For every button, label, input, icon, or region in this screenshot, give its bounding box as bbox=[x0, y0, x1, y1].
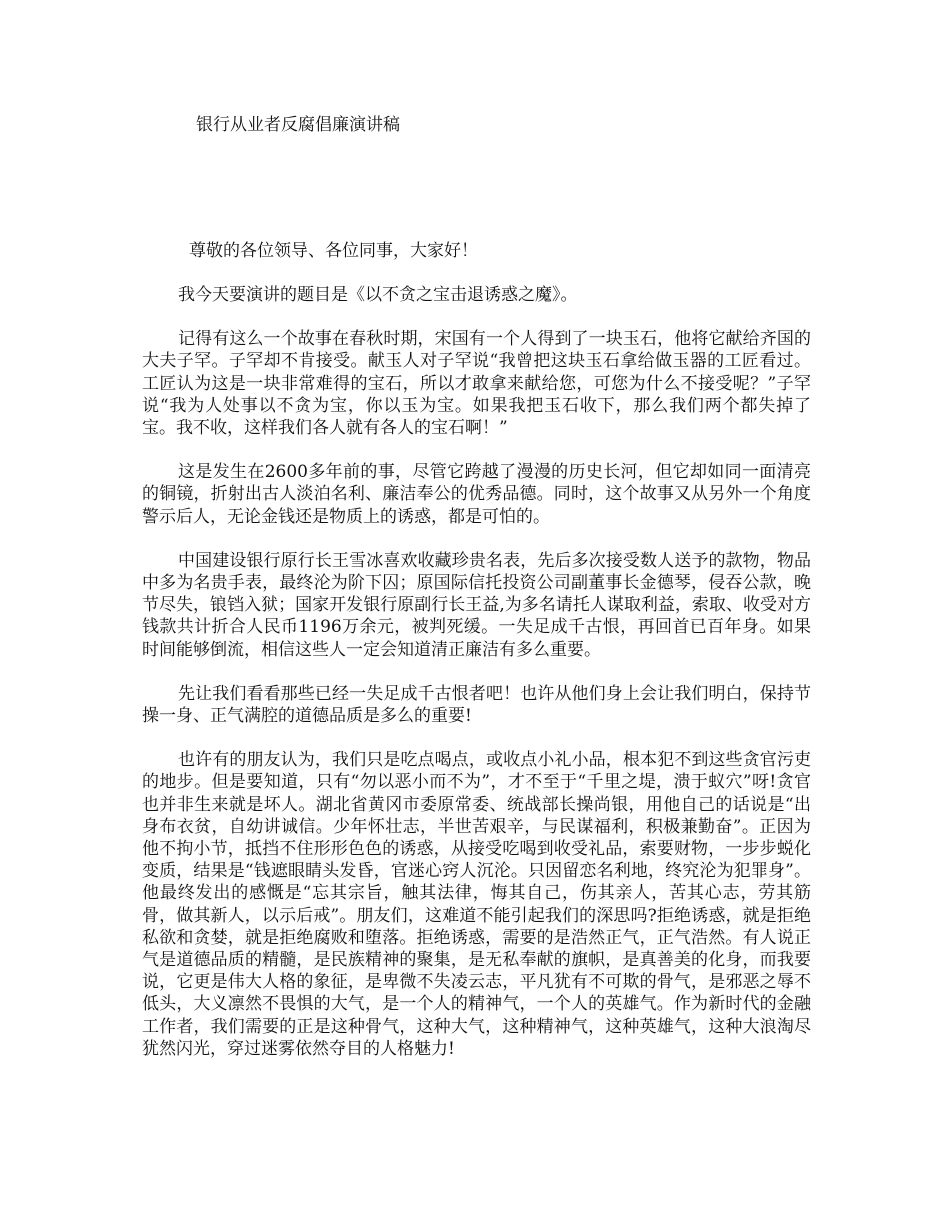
document-title: 银行从业者反腐倡廉演讲稿 bbox=[196, 115, 400, 135]
paragraph-lesson: 这是发生在2600多年前的事，尽管它跨越了漫漫的历史长河，但它却如同一面清亮的铜镜，折射出古人淡泊名利、廉洁奉公的优秀品德。同时，这个故事又从另外一个角度警示后人，无论金钱还是物质上的诱惑，都是可怕的。 bbox=[142, 462, 811, 527]
greeting: 尊敬的各位领导、各位同事，大家好！ bbox=[189, 241, 478, 261]
paragraph-story: 记得有这么一个故事在春秋时期，宋国有一个人得到了一块玉石，他将它献给齐国的大夫子罕。子罕却不肯接受。献玉人对子罕说“我曾把这块玉石拿给做玉器的工匠看过。工匠认为这是一块非常难得的宝石，所以才敢拿来献给您，可您为什么不接受呢？”子罕说“我为人处事以不贪为宝，你以玉为宝。如果我把玉石收下，那么我们两个都失掉了宝。我不收，这样我们各人就有各人的宝石啊！” bbox=[142, 329, 811, 439]
paragraph-cases: 中国建设银行原行长王雪冰喜欢收藏珍贵名表，先后多次接受数人送予的款物，物品中多为名贵手表，最终沦为阶下囚；原国际信托投资公司副董事长金德琴，侵吞公款，晚节尽失，锒铛入狱；国家开发银行原副行长王益,为多名请托人谋取利益，索取、收受对方钱款共计折合人民币1196万余元，被判死缓。一失足成千古恨，再回首已百年身。如果时间能够倒流，相信这些人一定会知道清正廉洁有多么重要。 bbox=[142, 550, 811, 660]
paragraph-topic: 我今天要演讲的题目是《以不贪之宝击退诱惑之魔》。 bbox=[178, 285, 578, 305]
paragraph-reflection: 先让我们看看那些已经一失足成千古恨者吧！也许从他们身上会让我们明白，保持节操一身、正气满腔的道德品质是多么的重要! bbox=[142, 683, 811, 727]
paragraph-conclusion: 也许有的朋友认为，我们只是吃点喝点，或收点小礼小品，根本犯不到这些贪官污吏的地步。但是要知道，只有“勿以恶小而不为”，才不至于“千里之堤，溃于蚁穴”呀!贪官也并非生来就是坏人。湖北省黄冈市委原常委、统战部长操尚银，用他自己的话说是“出身布衣贫，自幼讲诚信。少年怀壮志，半世苦艰辛，与民谋福利，积极兼勤奋”。正因为他不拘小节，抵挡不住形形色色的诱惑，从接受吃喝到收受礼品，索要财物，一步步蜕化变质，结果是“钱遮眼睛头发昏，官迷心窍人沉沦。只因留恋名利地，终究沦为犯罪身”。他最终发出的感慨是“忘其宗旨，触其法律，悔其自己，伤其亲人，苦其心志，劳其筋骨，做其新人，以示后戒”。朋友们，这难道不能引起我们的深思吗?拒绝诱惑，就是拒绝私欲和贪婪，就是拒绝腐败和堕落。拒绝诱惑，需要的是浩然正气，正气浩然。有人说正气是道德品质的精髓，是民族精神的聚集，是无私奉献的旗帜，是真善美的化身，而我要说，它更是伟大人格的象征，是卑微不失凌云志，平凡犹有不可欺的骨气，是邪恶之辱不低头，大义凛然不畏惧的大气，是一个人的精神气，一个人的英雄气。作为新时代的金融工作者，我们需要的正是这种骨气，这种大气，这种精神气，这种英雄气，这种大浪淘尽犹然闪光，穿过迷雾依然夺目的人格魅力! bbox=[142, 750, 811, 1059]
document-body bbox=[142, 240, 811, 1082]
